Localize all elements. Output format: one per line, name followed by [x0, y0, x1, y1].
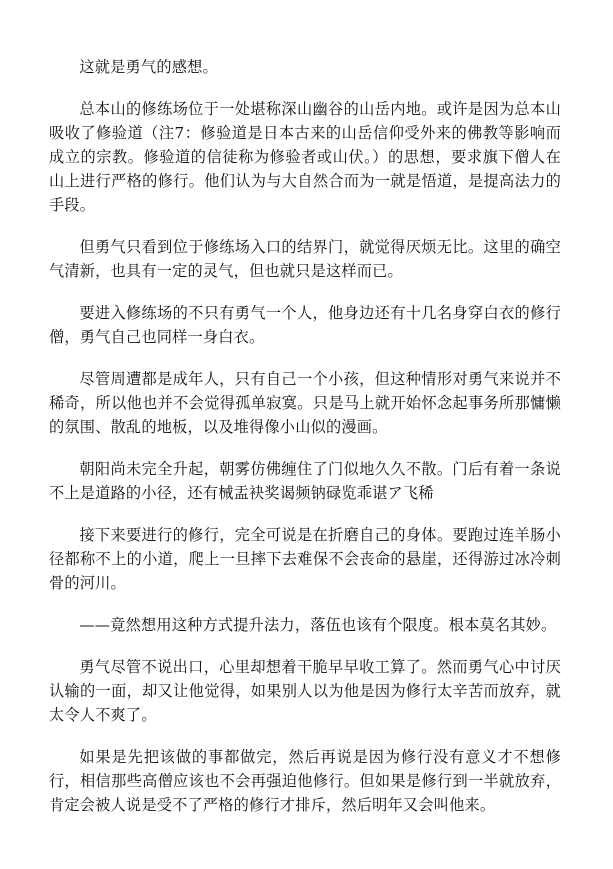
paragraph-10: 如果是先把该做的事都做完，然后再说是因为修行没有意义才不想修行，相信那些高僧应该也不会再强迫他修行。但如果是修行到一半就放弃，肯定会被人说是受不了严格的修行才排斥，然后明年又会叫他来。: [49, 748, 561, 814]
paragraph-2: 总本山的修练场位于一处堪称深山幽谷的山岳内地。或许是因为总本山吸收了修验道（注7：修验道是日本古来的山岳信仰受外来的佛教等影响而成立的宗教。修验道的信徒称为修验者或山伏。）的思想，要求旗下僧人在山上进行严格的修行。他们认为与大自然合而为一就是悟道，是提高法力的手段。: [49, 100, 561, 214]
paragraph-1: 这就是勇气的感想。: [79, 58, 218, 76]
paragraph-3: 但勇气只看到位于修练场入口的结界门，就觉得厌烦无比。这里的确空气清新，也具有一定的灵气，但也就只是这样而已。: [49, 238, 561, 280]
paragraph-4: 要进入修练场的不只有勇气一个人，他身边还有十几名身穿白衣的修行僧，勇气自己也同样一身白衣。: [49, 304, 561, 346]
document-page: [49, 55, 561, 835]
paragraph-9: 勇气尽管不说出口，心里却想着干脆早早收工算了。然而勇气心中讨厌认输的一面，却又让他觉得，如果别人以为他是因为修行太辛苦而放弃，就太令人不爽了。: [49, 658, 561, 724]
paragraph-8: ——竟然想用这种方式提升法力，落伍也该有个限度。根本莫名其妙。: [79, 616, 557, 634]
paragraph-5: 尽管周遭都是成年人，只有自己一个小孩，但这种情形对勇气来说并不稀奇，所以他也并不会觉得孤单寂寞。只是马上就开始怀念起事务所那慵懒的氛围、散乱的地板，以及堆得像小山似的漫画。: [49, 370, 561, 436]
paragraph-7: 接下来要进行的修行，完全可说是在折磨自己的身体。要跑过连羊肠小径都称不上的小道，爬上一旦摔下去难保不会丧命的悬崖，还得游过冰冷刺骨的河川。: [49, 526, 561, 592]
paragraph-6: 朝阳尚未完全升起，朝雾仿佛缠住了门似地久久不散。门后有着一条说不上是道路的小径，还有械盂袂奖谒频钠碌览乖谌ア飞稀: [49, 460, 561, 502]
